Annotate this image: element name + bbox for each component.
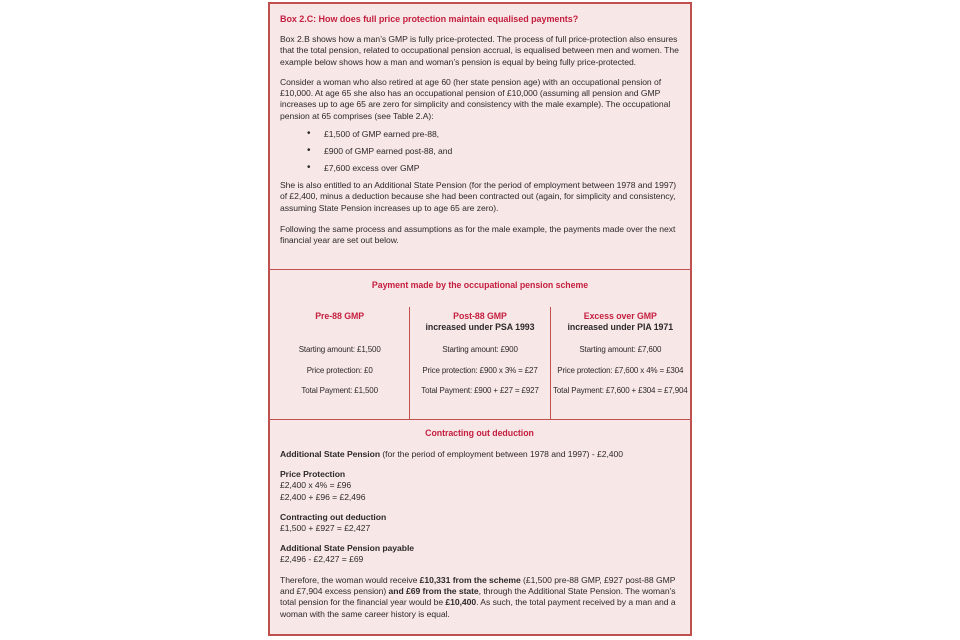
group-label: Contracting out deduction — [280, 511, 387, 522]
box-title: Box 2.C: How does full price protection maintain equalised payments? — [280, 14, 579, 24]
column-row-total: Total Payment: £900 + £27 = £927 — [421, 386, 539, 395]
group-label: Price Protection — [280, 469, 346, 480]
box-2c — [268, 2, 692, 636]
column-row-starting: Starting amount: £1,500 — [298, 345, 381, 354]
bullet-item-excess: • £7,600 excess over GMP — [280, 163, 679, 174]
intro-paragraph-3: She is also entitled to an Additional State Pension (for the period of employment between 1978 and 1997) of £2,400, minus a deduction because she had been contracted out (again, for simplicity and consistency, assuming State Pension increases up to age 65 are zero). — [280, 180, 677, 213]
payment-section-heading: Payment made by the occupational pension scheme — [371, 280, 589, 290]
payment-columns — [270, 307, 690, 419]
contracting-out-deduction-group — [280, 512, 679, 534]
column-row-protection: Price protection: £900 x 3% = £27 — [422, 365, 538, 375]
asp-payable-group — [280, 543, 679, 565]
column-header — [271, 311, 408, 335]
column-header — [411, 311, 548, 335]
payment-column-post88-gmp — [409, 307, 549, 419]
column-subtitle: increased under PIA 1971 — [567, 322, 674, 332]
column-row-protection: Price protection: £0 — [306, 365, 373, 375]
calculation-line: £2,400 x 4% = £96 — [280, 480, 352, 491]
payment-column-excess-gmp — [550, 307, 690, 419]
column-row-total: Total Payment: £7,600 + £304 = £7,904 — [553, 386, 688, 395]
bullet-item-post88: • £900 of GMP earned post-88, and — [280, 146, 679, 157]
column-row-protection: Price protection: £7,600 x 4% = £304 — [557, 365, 684, 375]
payment-column-pre88-gmp — [270, 307, 409, 419]
intro-paragraph-4: Following the same process and assumptions as for the male example, the payments made over the next financial year are set out below. — [280, 223, 676, 246]
calculation-line: £1,500 + £927 = £2,427 — [280, 523, 371, 534]
column-title: Pre-88 GMP — [315, 311, 365, 321]
column-row-starting: Starting amount: £900 — [442, 345, 518, 354]
calculation-line: £2,400 + £96 = £2,496 — [280, 491, 366, 502]
additional-state-pension-line: Additional State Pension (for the period of employment between 1978 and 1997) - £2,400 — [280, 449, 623, 459]
calculation-line: £2,496 - £2,427 = £69 — [280, 554, 364, 565]
column-title: Excess over GMP — [583, 311, 657, 321]
group-label: Additional State Pension payable — [280, 543, 415, 554]
payment-section — [270, 270, 690, 419]
column-subtitle: increased under PSA 1993 — [425, 322, 535, 332]
price-protection-group — [280, 469, 679, 503]
column-row-total: Total Payment: £1,500 — [301, 386, 378, 395]
intro-paragraph-1: Box 2.B shows how a man’s GMP is fully price-protected. The process of full price-protection also ensures that the total pension, related to occupational pension accrual, is equalised between men and women. The example below shows how a man and woman’s pension is equal by being fully price-protected. — [280, 34, 679, 67]
intro-paragraph-2: Consider a woman who also retired at age 60 (her state pension age) with an occupational pension of £10,000. At age 65 she also has an occupational pension of £10,000 (assuming all pension and GMP increases up to age 65 are zero for simplicity and consistency with the male example). The occupational pension at 65 comprises (see Table 2.A): — [280, 76, 671, 121]
column-header — [552, 311, 689, 335]
deduction-section — [270, 420, 690, 634]
intro-section — [270, 4, 690, 269]
bullet-item-pre88: • £1,500 of GMP earned pre-88, — [280, 129, 679, 140]
conclusion-paragraph: Therefore, the woman would receive £10,331 from the scheme (£1,500 pre-88 GMP, £927 post-88 GMP and £7,904 excess pension) and £69 from the state, through the Additional State Pension. The woman’s total pension for the financial year would be £10,400. As such, the total payment received by a man and a woman with the same career history is equal. — [280, 574, 676, 619]
gmp-bullet-list — [280, 129, 679, 174]
deduction-section-heading: Contracting out deduction — [425, 428, 534, 438]
column-row-starting: Starting amount: £7,600 — [579, 345, 662, 354]
column-title: Post-88 GMP — [453, 311, 507, 321]
